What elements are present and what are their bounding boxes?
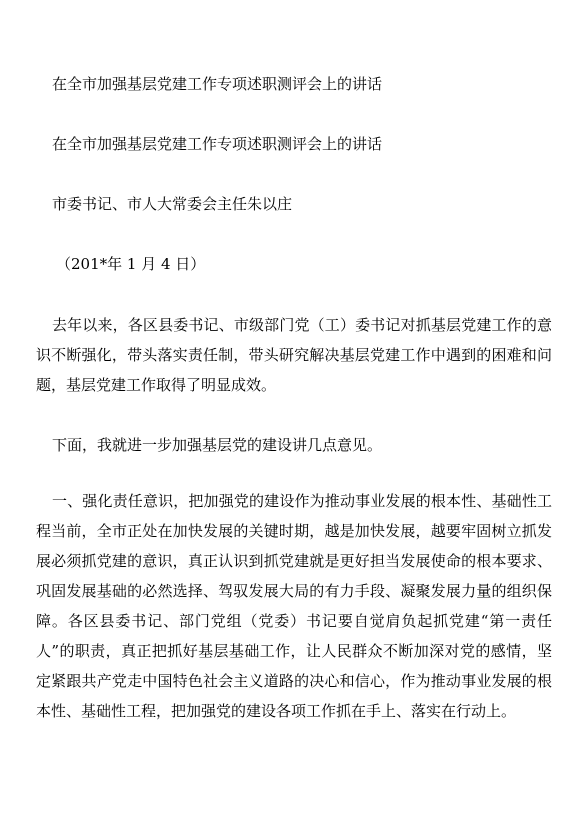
speaker-line: 市委书记、市人大常委会主任朱以庄 xyxy=(52,195,293,213)
date-line: （201*年 1 月 4 日） xyxy=(56,255,206,273)
paragraph-transition: 下面，我就进一步加强基层党的建设讲几点意见。 xyxy=(52,436,383,454)
document-title: 在全市加强基层党建工作专项述职测评会上的讲话 xyxy=(52,75,383,93)
paragraph-section-one: 一、强化责任意识，把加强党的建设作为推动事业发展的根本性、基础性工程当前，全市正处在加快发展的关键时期，越是加快发展，越要牢固树立抓发展必须抓党建的意识，真正认识到抓党建就是更好担当发展使命的根本要求、巩固发展基础的必然选择、驾驭发展大局的有力手段、凝聚发展力量的组织保障。各区县委书记、部门党组（党委）书记要自觉肩负起抓党建“第一责任人”的职责，真正把抓好基层基础工作，让人民群众不断加深对党的感情，坚定紧跟共产党走中国特色社会主义道路的决心和信心，作为推动事业发展的根本性、基础性工程，把加强党的建设各项工作抓在手上、落实在行动上。 xyxy=(36,492,552,720)
speech-title: 在全市加强基层党建工作专项述职测评会上的讲话 xyxy=(52,135,383,153)
paragraph-intro: 去年以来，各区县委书记、市级部门党（工）委书记对抓基层党建工作的意识不断强化，带头落实责任制，带头研究解决基层党建工作中遇到的困难和问题，基层党建工作取得了明显成效。 xyxy=(36,316,552,394)
